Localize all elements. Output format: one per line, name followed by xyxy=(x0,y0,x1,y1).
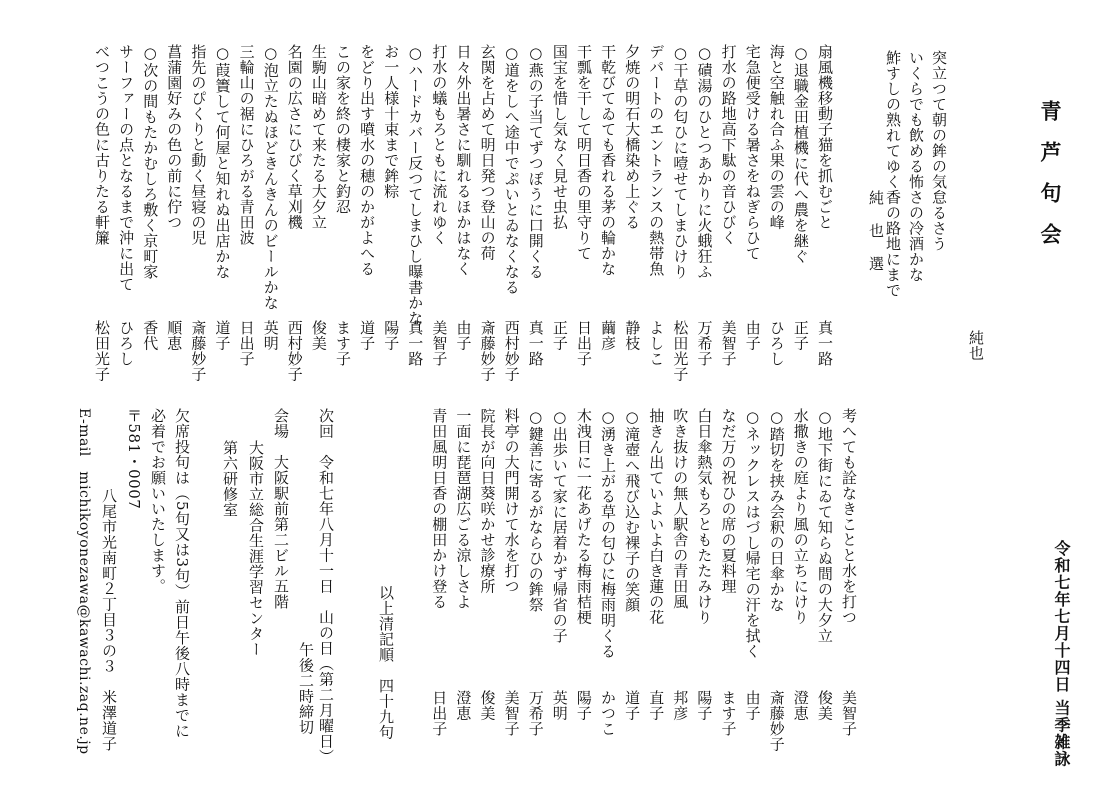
email: E-mail michikoyonezawa@kawachi.zaq.ne.jp xyxy=(76,408,92,755)
haiku-author: かつこ xyxy=(599,690,617,737)
haiku-author: 澄恵 xyxy=(791,690,810,721)
address: 八尾市光南町２丁目３の３ 米澤道子 xyxy=(100,488,118,752)
haiku-text: ○地下街にゐて知らぬ間の大夕立 xyxy=(815,408,834,644)
deadline: 午後二時締切 xyxy=(297,642,315,735)
page-title: 青芦句会 xyxy=(1038,100,1063,264)
haiku-text: をどり出す噴水の穂のかがよへる xyxy=(358,44,377,277)
haiku-text: ○踏切を挟み会釈の日傘かな xyxy=(767,408,786,613)
haiku-author: 俊美 xyxy=(478,690,497,721)
haiku-text: 夕焼の明石大橋染め上ぐる xyxy=(623,44,642,230)
haiku-author: 松田光子 xyxy=(93,320,111,382)
haiku-text: ○燕の子当てずつぽうに口開くる xyxy=(526,44,545,280)
haiku-text: 宅急便受ける暑さをねぎらひて xyxy=(743,44,762,261)
haiku-text: ○次の間もたかむしろ敷く京町家 xyxy=(141,44,160,280)
haiku-text: 水撒きの庭より風の立ちにけり xyxy=(791,408,810,625)
order-note: 以上清記順 四十九句 xyxy=(377,585,395,740)
haiku-author: 道子 xyxy=(213,320,232,351)
haiku-text: サーファーの点となるまで沖に出て xyxy=(117,44,136,292)
haiku-text: 三輪山の裾にひろがる青田波 xyxy=(237,44,256,246)
haiku-text: 干乾びてゐても香れる茅の輪かな xyxy=(599,44,618,277)
haiku-text: ○磧湯のひとつあかりに火蛾狂ふ xyxy=(695,44,714,280)
haiku-author: 日出子 xyxy=(575,320,593,367)
haiku-text: ○道をしへ途中でぷいとゐなくなる xyxy=(502,44,521,295)
intro-author: 純也 xyxy=(967,330,985,361)
haiku-text: 生駒山暗めて来たる大夕立 xyxy=(309,44,328,230)
haiku-author: 香代 xyxy=(141,320,160,351)
haiku-text: 扇風機移動子猫を抓むごと xyxy=(816,44,834,230)
haiku-author: 陽子 xyxy=(382,320,401,351)
haiku-author: 正子 xyxy=(550,320,569,351)
haiku-text: ○葭簀して何屋と知れぬ出店かな xyxy=(213,44,232,280)
haiku-author: 陽子 xyxy=(695,690,714,721)
haiku-author: 繭彦 xyxy=(599,320,618,351)
haiku-author: 松田光子 xyxy=(671,320,690,382)
haiku-text: 日々外出暑さに馴れるほかはなく xyxy=(454,44,473,277)
haiku-text: ○滝壺へ飛び込む裸子の笑顔 xyxy=(623,408,642,613)
haiku-author: 万希子 xyxy=(526,690,545,737)
haiku-author: 日出子 xyxy=(430,690,449,737)
haiku-text: この家を終の棲家と釣忍 xyxy=(334,44,352,215)
selector-name: 純也選 xyxy=(867,190,885,289)
haiku-author: よしこ xyxy=(647,320,666,367)
haiku-author: 美智子 xyxy=(840,690,858,737)
haiku-author: 由子 xyxy=(454,320,473,351)
haiku-text: 干瓢を干して明日香の里守りて xyxy=(575,44,593,261)
haiku-author: 邦彦 xyxy=(671,690,690,721)
haiku-author: 道子 xyxy=(358,320,377,351)
haiku-text: 一面に琵琶湖広ごる涼しさよ xyxy=(454,408,473,610)
haiku-text: 打水の路地高下駄の音ひびく xyxy=(719,44,738,246)
haiku-author: 陽子 xyxy=(574,690,593,721)
haiku-text: ○ネックレスはづし帰宅の汗を拭く xyxy=(743,408,762,659)
haiku-text: 木洩日に一花あげたる梅雨桔梗 xyxy=(574,408,593,625)
haiku-text: ○鍵善に寄るがならひの鉾祭 xyxy=(526,408,545,613)
haiku-author: 真一路 xyxy=(526,320,545,367)
haiku-text: ○退職金田植機に代へ農を継ぐ xyxy=(791,44,810,264)
haiku-author: 道子 xyxy=(623,690,642,721)
haiku-author: 俊美 xyxy=(309,320,328,351)
venue-line2: 大阪市立総合生涯学習センター xyxy=(247,440,265,657)
haiku-text: ○出歩いて家に居着かず帰省の子 xyxy=(550,408,569,644)
haiku-author: 静枝 xyxy=(623,320,642,351)
intro-line: いくらでも飲める怖さの冷酒かな xyxy=(907,50,925,283)
haiku-text: 白日傘熱気もろともたたみけり xyxy=(695,408,714,625)
haiku-author: 順恵 xyxy=(165,320,184,351)
haiku-author: 西村妙子 xyxy=(502,320,521,382)
haiku-text: 名園の広さにひびく草刈機 xyxy=(285,44,304,230)
haiku-author: 美智子 xyxy=(502,690,521,737)
haiku-author: 由子 xyxy=(743,690,762,721)
haiku-author: ひろし xyxy=(767,320,786,367)
haiku-author: 美智子 xyxy=(719,320,738,367)
absent-note2: 必着でお願いいたします。 xyxy=(149,408,167,594)
haiku-text: 国宝を惜し気なく見せ虫払 xyxy=(550,44,569,230)
haiku-author: ます子 xyxy=(719,690,738,737)
haiku-author: 真一路 xyxy=(816,320,834,367)
haiku-text: 抽きん出ていよいよ白き蓮の花 xyxy=(647,408,666,625)
haiku-author: 斎藤妙子 xyxy=(478,320,497,382)
haiku-author: ます子 xyxy=(334,320,352,367)
haiku-author: 直子 xyxy=(647,690,666,721)
haiku-text: 院長が向日葵咲かせ診療所 xyxy=(478,408,497,594)
haiku-text: お一人様十束まで鉾粽 xyxy=(382,44,401,199)
haiku-author: 正子 xyxy=(791,320,810,351)
haiku-text: なだ万の祝ひの席の夏料理 xyxy=(719,408,738,594)
haiku-author: 英明 xyxy=(261,320,280,351)
haiku-text: 海と空触れ合ふ果の雲の峰 xyxy=(767,44,786,230)
haiku-text: ○ハードカバー反つてしまひし曝書かな xyxy=(406,44,425,326)
haiku-author: 由子 xyxy=(743,320,762,351)
haiku-author: 西村妙子 xyxy=(285,320,304,382)
intro-line: 突立つて朝の鉾の気怠るさう xyxy=(930,50,948,252)
haiku-author: 英明 xyxy=(550,690,569,721)
venue-label: 会場 大阪駅前第二ビル五階 xyxy=(272,408,290,610)
haiku-author: 俊美 xyxy=(815,690,834,721)
haiku-text: デパートのエントランスの熱帯魚 xyxy=(647,44,666,277)
haiku-author: 斎藤妙子 xyxy=(189,320,208,382)
haiku-author: 万希子 xyxy=(695,320,714,367)
haiku-text: 考へても詮なきことと水を打つ xyxy=(840,408,858,625)
haiku-text: 菖蒲園好みの色の前に佇つ xyxy=(165,44,184,230)
haiku-text: 吹き抜けの無人駅舎の青田風 xyxy=(671,408,690,610)
postal-code: 〒581・0007 xyxy=(125,408,143,510)
haiku-author: 真一路 xyxy=(406,320,425,367)
haiku-text: ○干草の匂ひに噎せてしまひけり xyxy=(671,44,690,280)
next-meeting: 次回 令和七年八月十一日 山の日（第二月曜日） xyxy=(317,408,335,765)
haiku-text: 玄関を占めて明日発つ登山の荷 xyxy=(478,44,497,261)
haiku-text: 指先のぴくりと動く昼寝の児 xyxy=(189,44,208,246)
haiku-author: 日出子 xyxy=(237,320,256,367)
haiku-author: 斎藤妙子 xyxy=(767,690,786,752)
haiku-author: 美智子 xyxy=(430,320,449,367)
haiku-text: 青田風明日香の棚田かけ登る xyxy=(430,408,449,610)
venue-line3: 第六研修室 xyxy=(221,440,239,518)
haiku-author: 澄恵 xyxy=(454,690,473,721)
haiku-text: ○湧き上がる草の匂ひに梅雨明くる xyxy=(599,408,617,659)
haiku-text: べつこうの色に古りたる軒簾 xyxy=(93,44,111,246)
haiku-text: 打水の蟻もろともに流れゆく xyxy=(430,44,449,246)
haiku-text: 料亭の大門開けて水を打つ xyxy=(502,408,521,594)
intro-line: 鮓すしの熟れてゆく香の路地にまで xyxy=(884,50,902,298)
absent-note: 欠席投句は（5句又は3句）前日午後八時までに xyxy=(173,408,191,739)
haiku-author: ひろし xyxy=(117,320,136,367)
haiku-text: ○泡立たぬほどきんきんのビールかな xyxy=(261,44,280,311)
date-line: 令和七年七月十四日 当季雑詠 xyxy=(1052,540,1071,768)
